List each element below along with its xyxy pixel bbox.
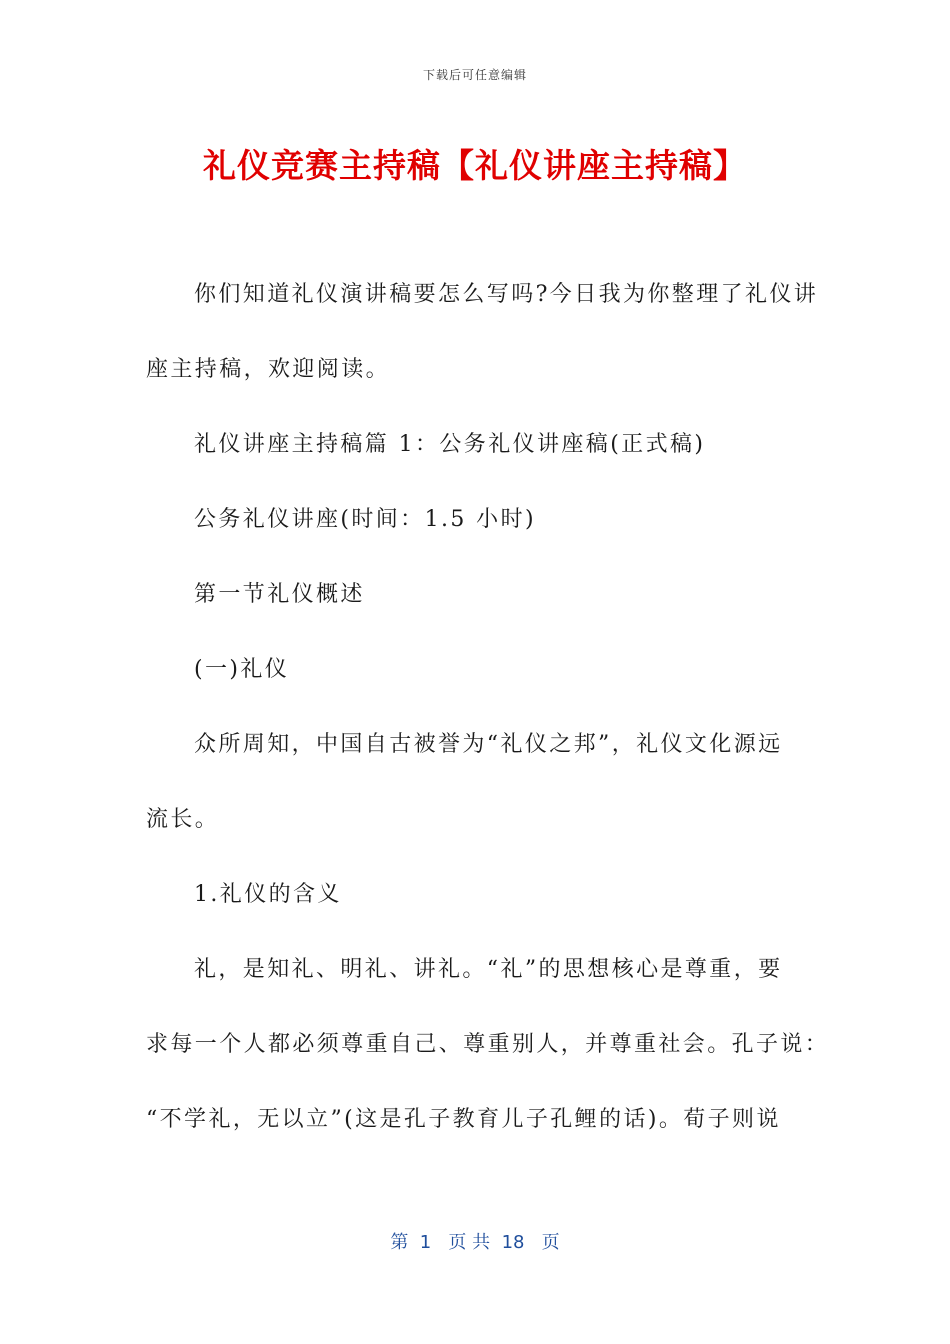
paragraph-line: 众所周知，中国自古被誉为“礼仪之邦”，礼仪文化源远 bbox=[194, 732, 783, 757]
paragraph-line: 你们知道礼仪演讲稿要怎么写吗?今日我为你整理了礼仪讲 bbox=[194, 282, 819, 307]
subsection-heading: (一)礼仪 bbox=[194, 657, 290, 682]
document-title: 礼仪竞赛主持稿【礼仪讲座主持稿】 bbox=[203, 146, 747, 185]
section-heading: 第一节礼仪概述 bbox=[194, 582, 365, 607]
paragraph-line: 礼，是知礼、明礼、讲礼。“礼”的思想核心是尊重，要 bbox=[194, 957, 783, 982]
paragraph-line: 礼仪讲座主持稿篇 1：公务礼仪讲座稿(正式稿) bbox=[194, 432, 706, 457]
paragraph-line: 公务礼仪讲座(时间：1.5 小时) bbox=[194, 507, 536, 532]
subsection-heading: 1.礼仪的含义 bbox=[194, 882, 342, 907]
paragraph-line: 求每一个人都必须尊重自己、尊重别人，并尊重社会。孔子说： bbox=[146, 1032, 830, 1057]
paragraph-line: 座主持稿，欢迎阅读。 bbox=[146, 357, 391, 382]
page-number-footer: 第 1 页 共 18 页 bbox=[390, 1232, 560, 1253]
page-header-note: 下载后可任意编辑 bbox=[422, 68, 527, 82]
paragraph-line: “不学礼，无以立”(这是孔子教育儿子孔鲤的话)。荀子则说 bbox=[146, 1107, 781, 1132]
paragraph-line: 流长。 bbox=[146, 807, 220, 832]
